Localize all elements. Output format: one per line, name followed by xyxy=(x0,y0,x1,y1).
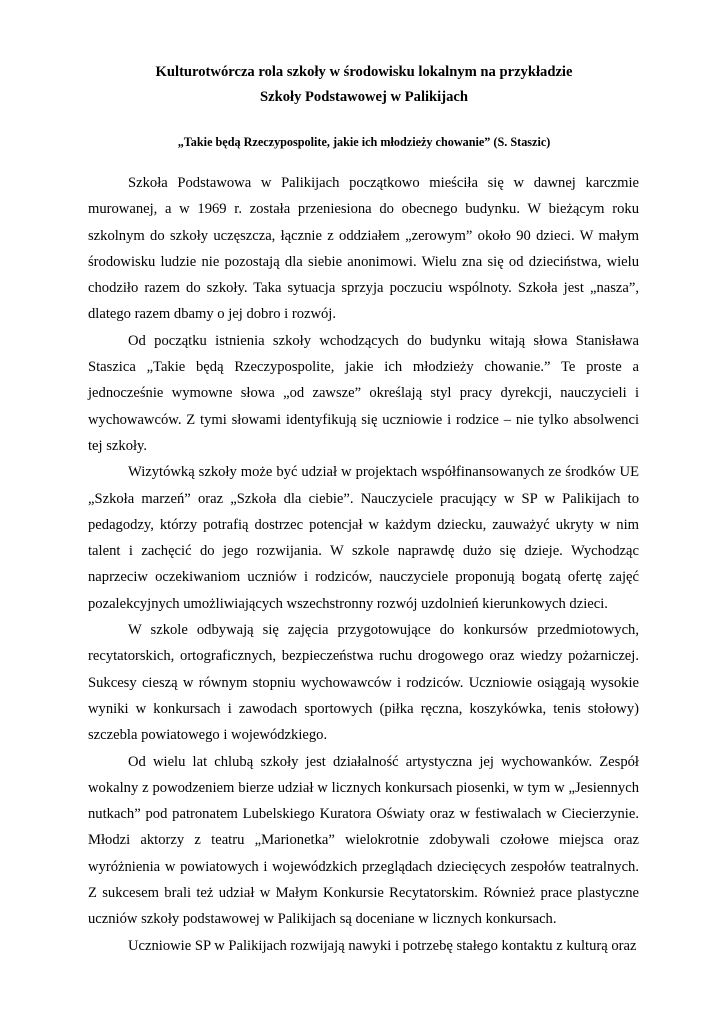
document-title-line-2: Szkoły Podstawowej w Palikijach xyxy=(260,89,468,105)
paragraph-staszic-motto: Od początku istnienia szkoły wchodzących do budynku witają słowa Stanisława Staszica „Takie będą Rzeczypospolite, jakie ich młodzieży chowanie.” Te proste a jednocześnie wymowne słowa „od zawsze” określają styl pracy dyrekcji, nauczycieli i wychowawców. Z tymi słowami identyfikują się uczniowie i rodzice – nie tylko absolwenci tej szkoły. xyxy=(88,332,639,454)
paragraph-culture-contact: Uczniowie SP w Palikijach rozwijają nawyki i potrzebę stałego kontaktu z kulturą oraz xyxy=(128,937,637,954)
document-title-line-1: Kulturotwórcza rola szkoły w środowisku lokalnym na przykładzie xyxy=(155,64,573,80)
paragraph-competitions: W szkole odbywają się zajęcia przygotowujące do konkursów przedmiotowych, recytatorskich, ortograficznych, bezpieczeństwa ruchu drogowego oraz wiedzy pożarniczej. Sukcesy cieszą w równym stopniu wychowawców i rodziców. Uczniowie osiągają wysokie wyniki w konkursach i zawodach sportowych (piłka ręczna, koszykówka, tenis stołowy) szczebla powiatowego i wojewódzkiego. xyxy=(88,622,639,744)
motto-quote: „Takie będą Rzeczypospolite, jakie ich młodzieży chowanie” (S. Staszic) xyxy=(177,135,551,149)
paragraph-school-history: Szkoła Podstawowa w Palikijach początkowo mieściła się w dawnej karczmie murowanej, a w 1969 r. została przeniesiona do obecnego budynku. W bieżącym roku szkolnym do szkoły uczęszcza, łącznie z oddziałem „zerowym” około 90 dzieci. W małym środowisku ludzie nie pozostają dla siebie anonimowi. Wielu zna się od dzieciństwa, wielu chodziło razem do szkoły. Taka sytuacja sprzyja poczuciu wspólnoty. Szkoła jest „nasza”, dlatego razem dbamy o jej dobro i rozwój. xyxy=(88,175,639,323)
paragraph-eu-projects: Wizytówką szkoły może być udział w projektach współfinansowanych ze środków UE „Szkoła marzeń” oraz „Szkoła dla ciebie”. Nauczyciele pracujący w SP w Palikijach to pedagodzy, którzy potrafią dostrzec potencjał w każdym dziecku, zauważyć ukryty w nim talent i zachęcić do jego rozwijania. W szkole naprawdę dużo się dzieje. Wychodząc naprzeciw oczekiwaniom uczniów i rodziców, nauczyciele proponują bogatą ofertę zajęć pozalekcyjnych umożliwiających wszechstronny rozwój uzdolnień kierunkowych dzieci. xyxy=(88,464,639,612)
document-body xyxy=(88,170,639,959)
paragraph-artistic-activity: Od wielu lat chlubą szkoły jest działalność artystyczna jej wychowanków. Zespół wokalny z powodzeniem bierze udział w licznych konkursach piosenki, w tym w „Jesiennych nutkach” pod patronatem Lubelskiego Kuratora Oświaty oraz w festiwalach w Ciecierzynie. Młodzi aktorzy z teatru „Marionetka” wielokrotnie zdobywali czołowe miejsca oraz wyróżnienia w powiatowych i wojewódzkich przeglądach dziecięcych zespołów teatralnych. Z sukcesem brali też udział w Małym Konkursie Recytatorskim. Również prace plastyczne uczniów szkoły podstawowej w Palikijach są doceniane w licznych konkursach. xyxy=(88,753,639,928)
